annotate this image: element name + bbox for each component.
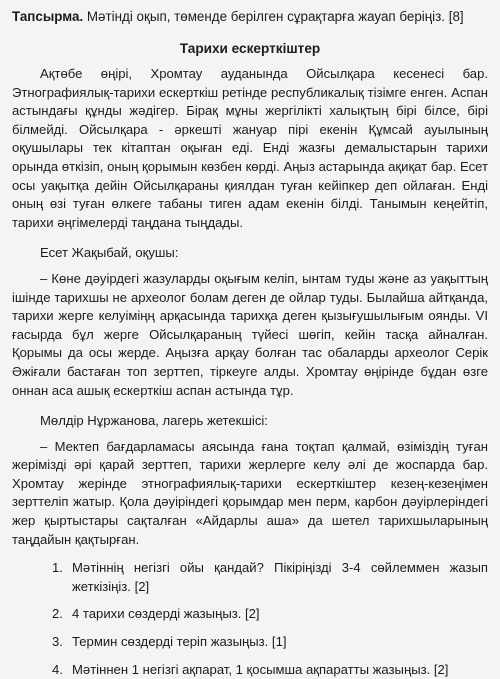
question-number: 3. (52, 634, 63, 650)
intro-paragraph: Ақтөбе өңірі, Хромтау ауданында Ойсылқара кесенесі бар. Этнографиялық-тарихи ескерткіш ретінде республикалық тізімге енген. Аспан астындағы құнды жәдігер. Бірақ мұны жергілікті халықтың бірі білсе, бірі білмейді. Ойсылқара - әркешті жануар пірі екенін Құмсай ауылының оқушылары тек кітаптан оқыған еді. Енді жазғы демалыстарын тарихи орында өткізіп, оның қорымын көзбен көрді. Аңыз астарында ақиқат бар. Есет осы уақытқа дейін Ойсылқараны қиялдан туған кейіпкер деп ойлаған. Енді оның өзі туған өлкеге табаны тиген адам екенін білді. Танымын кеңейтіп, тарихи әңгімелерді таңдана тыңдады. (12, 66, 488, 230)
question-text: Мәтіннен 1 негізгі ақпарат, 1 қосымша ақпаратты жазыңыз. [2] (72, 661, 449, 677)
question-number: 2. (52, 606, 63, 622)
quote-1: – Көне дәуірдегі жазуларды оқығым келіп, ынтам туды және аз уақыттың ішінде тарихшы не археолог болам деген де ойлар туды. Былайша айтқанда, тарихи жерге келуіміңң арқасында тарихқа деген қызығушылығым оянды. VI ғасырда бұл жерге Ойсылқараның түйесі шөгіп, кейін тасқа айналған. Қорымы да осы жерде. Аңызға арқау болған тас обаларды археолог Серік Әжіғали бастаған топ зерттеп, тіркеуге алды. Хромтау өңірінде бұдан өзге оннан аса ашық ескерткіш аспан астында тұр. (12, 270, 488, 398)
question-item (12, 661, 488, 679)
question-item (12, 633, 488, 652)
question-list (12, 559, 488, 679)
task-label: Тапсырма. (12, 9, 84, 24)
text-title: Тарихи ескерткіштер (179, 41, 321, 56)
speaker-1: Есет Жақыбай, оқушы: (40, 245, 179, 261)
task-instruction (12, 8, 488, 26)
quote-2: – Мектеп бағдарламасы аясында ғана тоқтап қалмай, өзіміздің туған жерімізді әрі қарай зерттеп, тарихи жерлерге келу әлі де жоспарда бар. Хромтау жерінде этнографиялық-тарихи ескерткіштер кезең-кезеңімен зерттеліп жатыр. Қола дәуіріндегі қорымдар мен перм, карбон дәуірлеріндегі жер қыртыстары сақталған «Айдарлы аша» да шетел тарихшыларының таңдайын қақтырған. (12, 438, 488, 547)
question-text: 4 тарихи сөздерді жазыңыз. [2] (72, 606, 260, 622)
question-number: 4. (52, 661, 63, 677)
question-item (12, 605, 488, 624)
speaker-2: Мөлдір Нұржанова, лагерь жетекшісі: (40, 413, 268, 429)
question-text: Мәтіннің негізгі ойы қандай? Пікіріңізді 3-4 сөйлеммен жазып жеткізіңіз. [2] (72, 560, 488, 594)
question-text: Термин сөздерді теріп жазыңыз. [1] (72, 634, 287, 650)
question-item (12, 559, 488, 596)
task-text: Мәтінді оқып, төменде берілген сұрақтарға жауап беріңіз. [8] (86, 9, 464, 24)
question-number: 1. (52, 560, 63, 576)
